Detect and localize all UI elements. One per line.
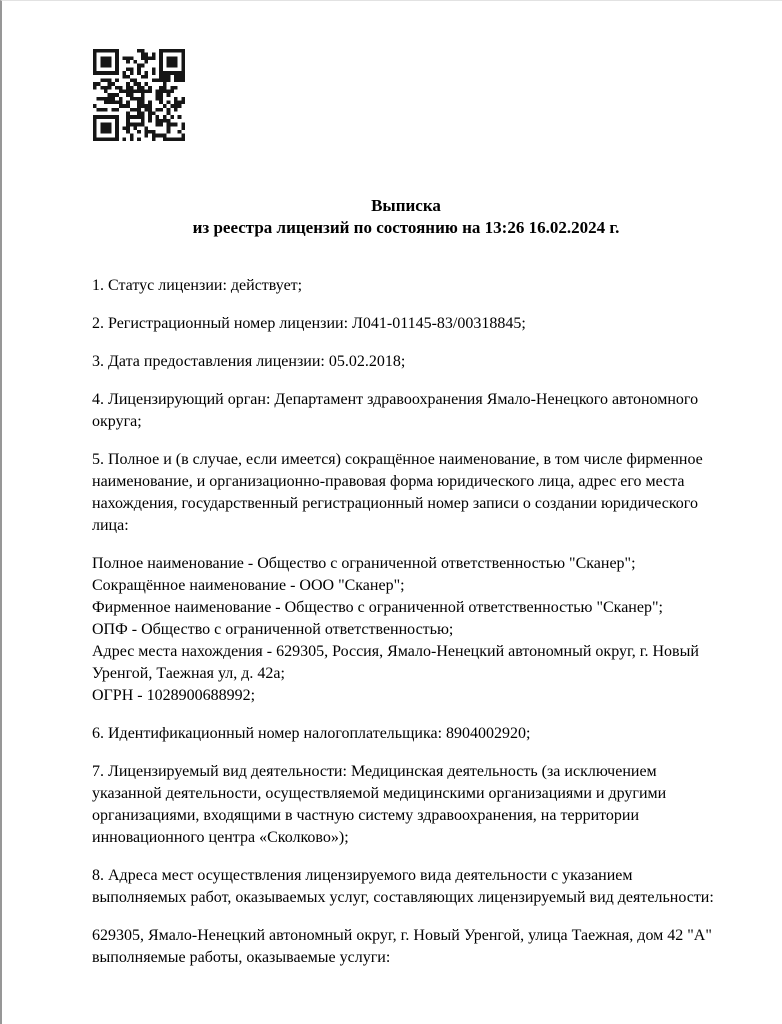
- activity-address: 629305, Ямало-Ненецкий автономный округ, г. Новый Уренгой, улица Таежная, дом 42 "А": [92, 927, 712, 944]
- licensed-activity: 7. Лицензируемый вид деятельности: Медицинская деятельность (за исключением указанной деятельности, осуществляемой медицинскими организациями и другими организациями, входящими в частную систему здравоохранения, на территории инновационного центра «Сколково»);: [92, 763, 667, 846]
- license-status: 1. Статус лицензии: действует;: [92, 277, 303, 294]
- title-line-2: из реестра лицензий по состоянию на 13:26 16.02.2024 г.: [192, 218, 620, 237]
- activity-addresses-intro: 8. Адреса мест осуществления лицензируемого вида деятельности с указанием выполняемых работ, оказываемых услуг, составляющих лицензируемый вид деятельности:: [92, 867, 714, 906]
- org-ogrn: ОГРН - 1028900688992;: [92, 687, 256, 704]
- org-brand-name: Фирменное наименование - Общество с ограниченной ответственностью "Сканер";: [92, 599, 663, 616]
- license-extract-body: [92, 1, 720, 985]
- org-details-block: [92, 553, 720, 707]
- license-grant-date: 3. Дата предоставления лицензии: 05.02.2018;: [92, 353, 406, 370]
- licensing-authority: 4. Лицензирующий орган: Департамент здравоохранения Ямало-Ненецкого автономного округа;: [92, 391, 699, 430]
- activity-services-label: выполняемые работы, оказываемые услуги:: [92, 949, 391, 966]
- org-info-intro: 5. Полное и (в случае, если имеется) сокращённое наименование, в том числе фирменное наименование, и организационно-правовая форма юридического лица, адрес его места нахождения, государственный регистрационный номер записи о создании юридического лица:: [92, 451, 703, 534]
- taxpayer-inn: 6. Идентификационный номер налогоплательщика: 8904002920;: [92, 725, 531, 742]
- org-short-name: Сокращённое наименование - ООО "Сканер";: [92, 577, 405, 594]
- page-title: [92, 195, 720, 239]
- title-line-1: Выписка: [371, 196, 441, 215]
- org-full-name: Полное наименование - Общество с ограниченной ответственностью "Сканер";: [92, 555, 636, 572]
- activity-address-block: [92, 925, 720, 969]
- license-reg-number: 2. Регистрационный номер лицензии: Л041-01145-83/00318845;: [92, 315, 526, 332]
- org-address: Адрес места нахождения - 629305, Россия, Ямало-Ненецкий автономный округ, г. Новый Уренгой, Таежная ул, д. 42а;: [92, 643, 699, 682]
- org-legal-form: ОПФ - Общество с ограниченной ответственностью;: [92, 621, 454, 638]
